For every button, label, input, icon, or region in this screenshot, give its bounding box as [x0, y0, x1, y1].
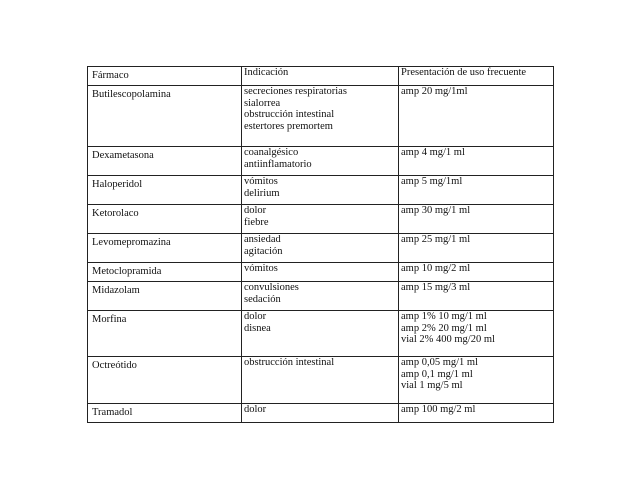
presentation-item: vial 1 mg/5 ml: [401, 380, 463, 392]
header-presentation: Presentación de uso frecuente: [399, 67, 554, 86]
header-indication: Indicación: [242, 67, 399, 86]
presentation-item: amp 100 mg/2 ml: [401, 404, 476, 415]
presentation-item: amp 25 mg/1 ml: [401, 234, 471, 245]
drug-name: Octreótido: [88, 357, 242, 404]
presentation-item: amp 2% 20 mg/1 ml: [401, 322, 487, 334]
indication-item: secreciones respiratorias: [244, 86, 347, 97]
presentation-item: amp 10 mg/2 ml: [401, 263, 471, 274]
table-row: [88, 404, 554, 423]
presentation-item: amp 15 mg/3 ml: [401, 282, 471, 293]
indication-cell: [242, 147, 399, 176]
drug-name: Morfina: [88, 311, 242, 357]
indication-item: obstrucción intestinal: [244, 109, 335, 121]
table-row: [88, 357, 554, 404]
presentation-cell: [399, 282, 554, 311]
indication-cell: [242, 176, 399, 205]
table-row: [88, 311, 554, 357]
presentation-cell: [399, 147, 554, 176]
header-row: [88, 67, 554, 86]
table-row: [88, 234, 554, 263]
indication-item: coanalgésico: [244, 147, 299, 158]
drug-name: Haloperidol: [88, 176, 242, 205]
indication-item: fiebre: [244, 216, 269, 228]
drug-name: Levomepromazina: [88, 234, 242, 263]
drug-name: Metoclopramida: [88, 263, 242, 282]
drug-table: [87, 66, 554, 423]
indication-item: sialorrea: [244, 97, 281, 109]
presentation-cell: [399, 404, 554, 423]
indication-item: dolor: [244, 311, 267, 322]
table-row: [88, 86, 554, 147]
presentation-item: amp 0,1 mg/1 ml: [401, 368, 473, 380]
indication-cell: [242, 311, 399, 357]
indication-cell: [242, 404, 399, 423]
indication-item: dolor: [244, 404, 267, 415]
indication-cell: [242, 205, 399, 234]
indication-item: ansiedad: [244, 234, 281, 245]
drug-name: Butilescopolamina: [88, 86, 242, 147]
presentation-item: amp 1% 10 mg/1 ml: [401, 311, 487, 322]
table-row: [88, 282, 554, 311]
presentation-cell: [399, 176, 554, 205]
presentation-cell: [399, 205, 554, 234]
drug-name: Ketorolaco: [88, 205, 242, 234]
indication-cell: [242, 282, 399, 311]
indication-item: obstrucción intestinal: [244, 357, 335, 368]
presentation-cell: [399, 311, 554, 357]
indication-item: agitación: [244, 245, 283, 257]
indication-item: antiinflamatorio: [244, 158, 312, 170]
table-row: [88, 147, 554, 176]
table-row: [88, 263, 554, 282]
table-row: [88, 205, 554, 234]
presentation-cell: [399, 263, 554, 282]
indication-item: dolor: [244, 205, 267, 216]
indication-item: vómitos: [244, 263, 278, 274]
drug-name: Dexametasona: [88, 147, 242, 176]
indication-item: sedación: [244, 293, 281, 305]
presentation-item: amp 5 mg/1ml: [401, 176, 463, 187]
indication-cell: [242, 357, 399, 404]
indication-cell: [242, 234, 399, 263]
presentation-cell: [399, 86, 554, 147]
presentation-cell: [399, 357, 554, 404]
indication-item: vómitos: [244, 176, 278, 187]
indication-item: disnea: [244, 322, 271, 334]
presentation-item: amp 0,05 mg/1 ml: [401, 357, 478, 368]
presentation-item: vial 2% 400 mg/20 ml: [401, 334, 495, 346]
drug-name: Midazolam: [88, 282, 242, 311]
indication-cell: [242, 86, 399, 147]
indication-cell: [242, 263, 399, 282]
presentation-item: amp 20 mg/1ml: [401, 86, 468, 97]
presentation-item: amp 30 mg/1 ml: [401, 205, 471, 216]
presentation-item: amp 4 mg/1 ml: [401, 147, 465, 158]
indication-item: estertores premortem: [244, 120, 333, 132]
table-body: [88, 86, 554, 423]
header-drug: Fármaco: [88, 67, 242, 86]
indication-item: convulsiones: [244, 282, 299, 293]
drug-name: Tramadol: [88, 404, 242, 423]
presentation-cell: [399, 234, 554, 263]
indication-item: delirium: [244, 187, 280, 199]
table-row: [88, 176, 554, 205]
